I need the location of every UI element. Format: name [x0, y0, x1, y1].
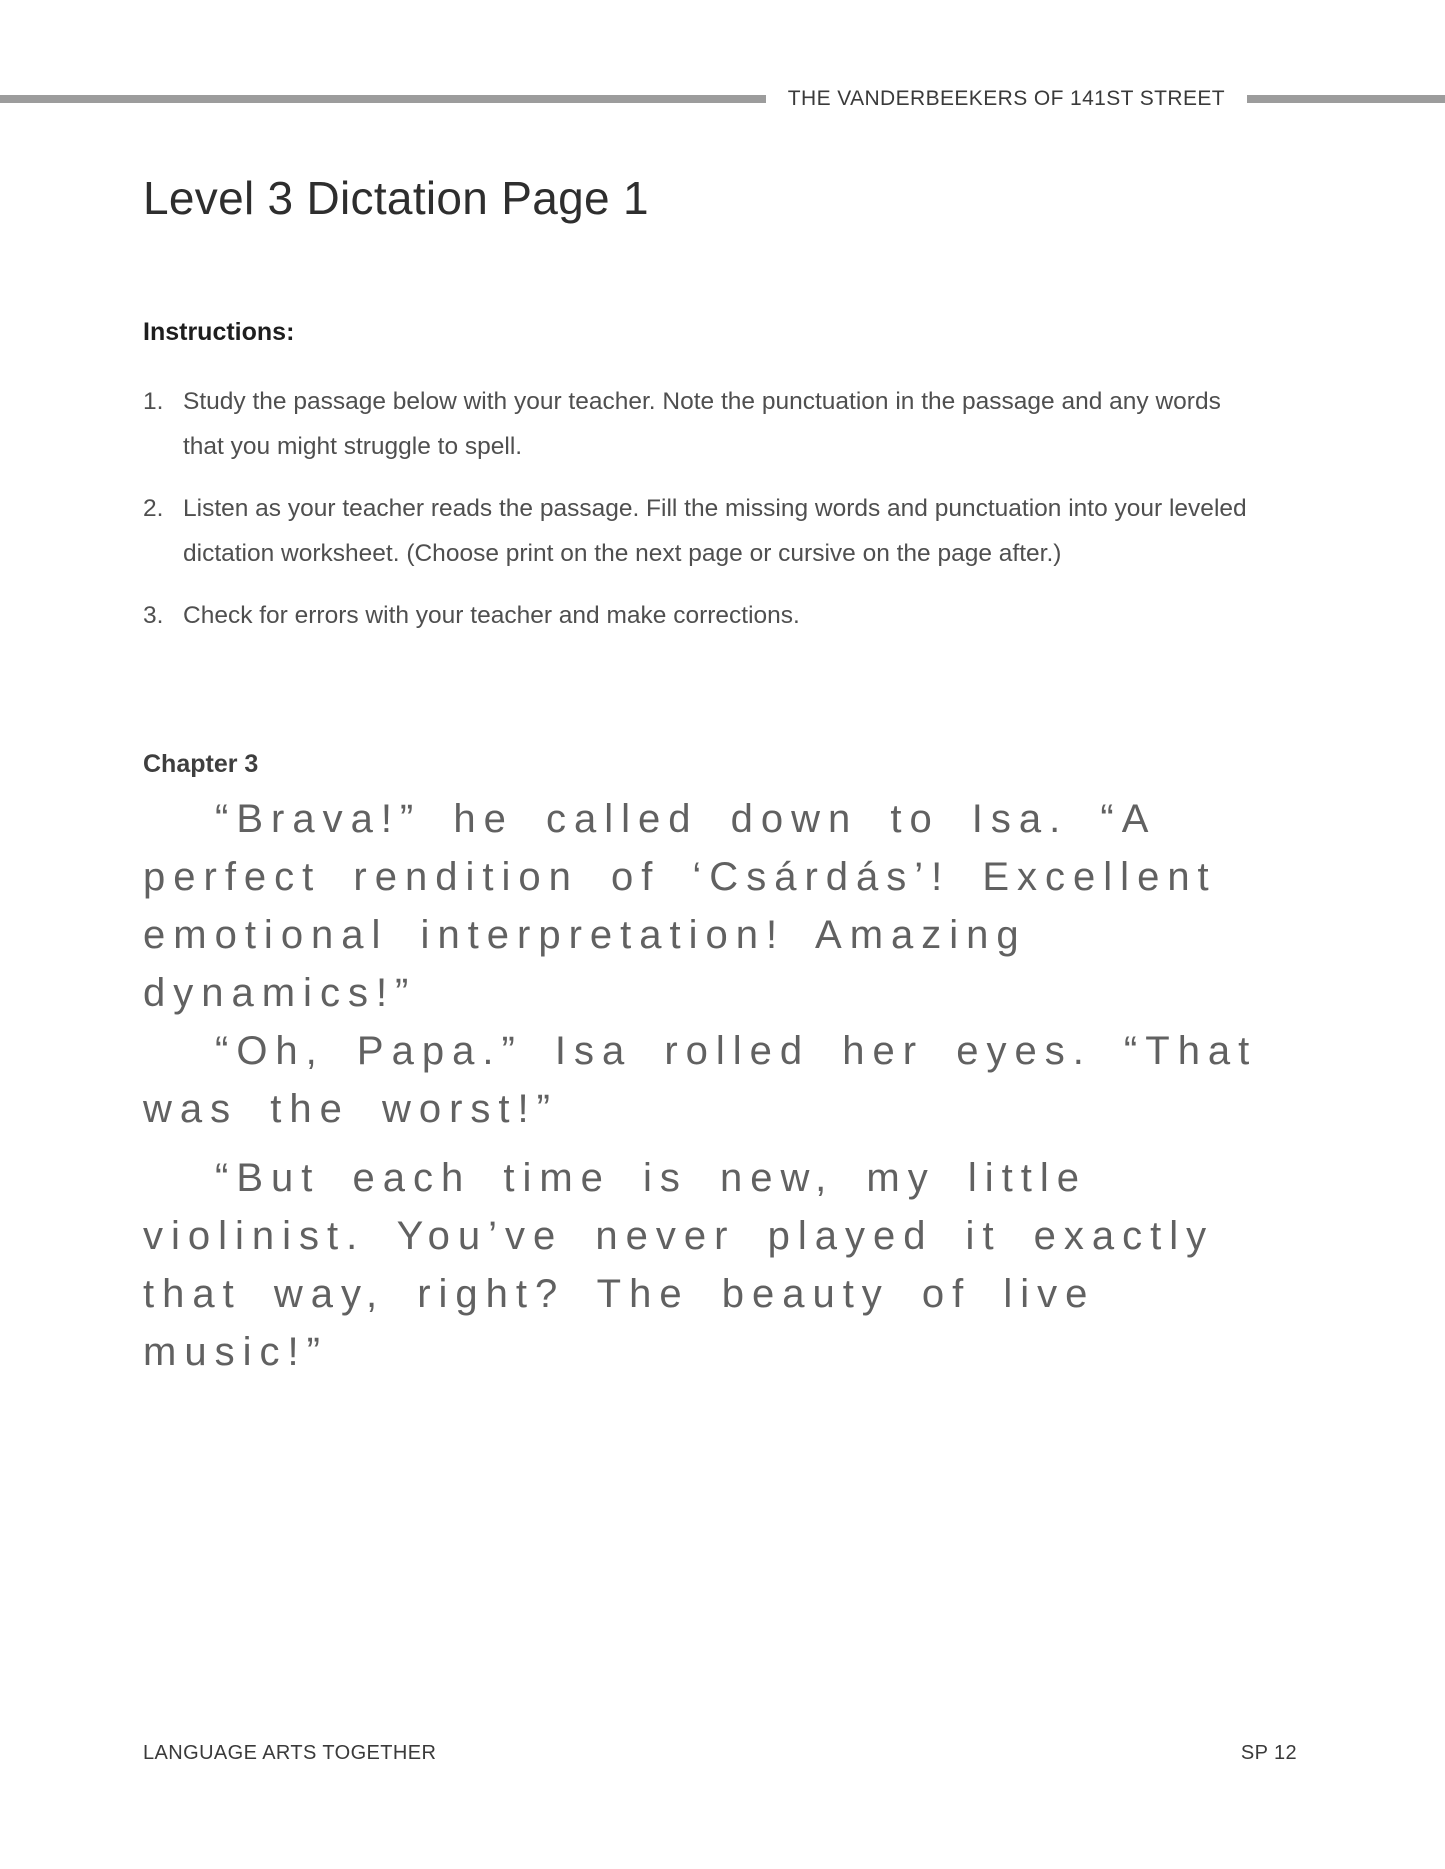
- header-rule-right: [1247, 95, 1445, 103]
- instruction-item-2: [143, 486, 1258, 576]
- instruction-number: 1.: [143, 388, 164, 415]
- chapter-heading: Chapter 3: [143, 750, 259, 778]
- instructions-heading: Instructions:: [143, 318, 295, 346]
- book-title: THE VANDERBEEKERS OF 141ST STREET: [787, 87, 1225, 110]
- instruction-number: 2.: [143, 495, 164, 522]
- instruction-number: 3.: [143, 602, 164, 629]
- instruction-text: Check for errors with your teacher and make corrections.: [183, 602, 800, 629]
- footer-brand: LANGUAGE ARTS TOGETHER: [143, 1742, 437, 1764]
- instruction-item-3: [143, 593, 1258, 638]
- instruction-item-1: [143, 379, 1258, 469]
- instructions-section: [143, 318, 1258, 655]
- page-header: [0, 88, 1445, 110]
- dictation-passage: [143, 790, 1293, 1381]
- footer-page-number: SP 12: [1240, 1742, 1297, 1764]
- instruction-text: Study the passage below with your teacher. Note the punctuation in the passage and any words that you might struggle to spell.: [183, 388, 1221, 460]
- header-rule-left: [0, 95, 766, 103]
- instruction-text: Listen as your teacher reads the passage. Fill the missing words and punctuation into your leveled dictation worksheet. (Choose print on the next page or cursive on the page after.): [183, 495, 1247, 567]
- page-title: Level 3 Dictation Page 1: [143, 172, 649, 224]
- passage-paragraph-1: “Brava!” he called down to Isa. “A perfect rendition of ‘Csárdás’! Excellent emotional interpretation! Amazing dynamics!”: [143, 797, 1217, 1015]
- passage-paragraph-2: “Oh, Papa.” Isa rolled her eyes. “That was the worst!”: [143, 1029, 1258, 1131]
- page-footer: [143, 1742, 1297, 1765]
- passage-paragraph-3: “But each time is new, my little violinist. You’ve never played it exactly that way, right? The beauty of live music!”: [143, 1156, 1215, 1374]
- instruction-list: [143, 379, 1258, 638]
